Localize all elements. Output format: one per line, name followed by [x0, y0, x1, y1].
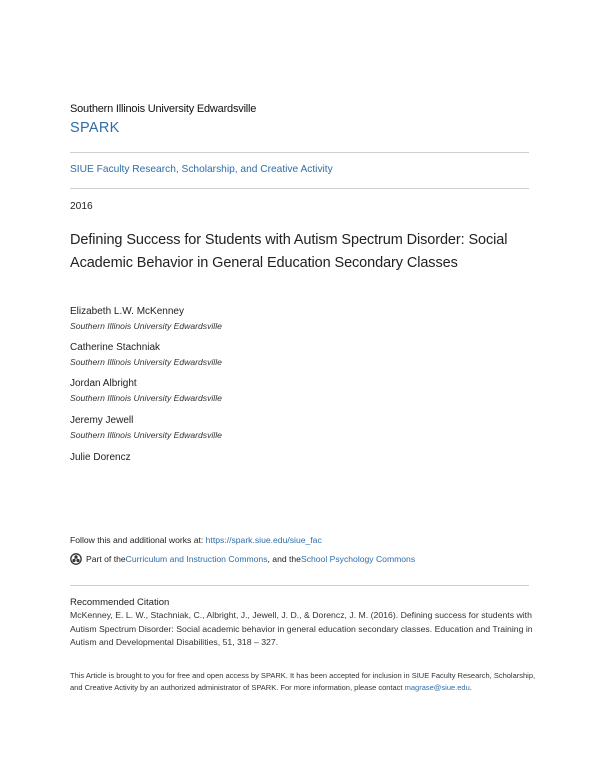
- divider: [70, 152, 529, 153]
- author-affiliation: Southern Illinois University Edwardsville: [70, 393, 222, 403]
- article-title: Defining Success for Students with Autism Spectrum Disorder: Social Academic Behavior in General Education Secondary Classes: [70, 232, 508, 271]
- follow-link[interactable]: https://spark.siue.edu/siue_fac: [205, 535, 322, 545]
- author-name: Jeremy Jewell: [70, 415, 134, 426]
- publication-year: 2016: [70, 201, 93, 212]
- divider: [70, 188, 529, 189]
- contact-email-link[interactable]: magrase@siue.edu: [404, 683, 470, 692]
- follow-prefix: Follow this and additional works at:: [70, 535, 206, 545]
- author-name: Julie Dorencz: [70, 452, 131, 463]
- repository-name[interactable]: SPARK: [70, 120, 120, 136]
- access-notice: [70, 670, 540, 694]
- notice-text: This Article is brought to you for free and open access by SPARK. It has been accepted for inclusion in SIUE Faculty Research, Scholarship, and Creative Activity by an authorized administrator of SPARK. For more information, please contact: [70, 671, 536, 692]
- part-of-prefix: Part of the: [86, 554, 126, 564]
- author-affiliation: Southern Illinois University Edwardsville: [70, 321, 222, 331]
- notice-suffix: .: [469, 683, 472, 692]
- author-affiliation: Southern Illinois University Edwardsville: [70, 357, 222, 367]
- citation-heading: Recommended Citation: [70, 597, 170, 608]
- divider: [70, 585, 529, 586]
- part-of-line: [70, 553, 415, 565]
- author-affiliation: Southern Illinois University Edwardsville: [70, 430, 222, 440]
- school-psychology-commons-link[interactable]: School Psychology Commons: [300, 554, 416, 564]
- collection-link[interactable]: SIUE Faculty Research, Scholarship, and Creative Activity: [70, 164, 333, 175]
- network-icon: [70, 553, 82, 565]
- author-name: Elizabeth L.W. McKenney: [70, 306, 184, 317]
- curriculum-commons-link[interactable]: Curriculum and Instruction Commons: [125, 554, 268, 564]
- citation-text: McKenney, E. L. W., Stachniak, C., Albright, J., Jewell, J. D., & Dorencz, J. M. (2016). Defining success for students with Autism Spectrum Disorder: Social academic behavior in general education secondary classes. Education and Training in Autism and Developmental Disabilities, 51, 318 – 327.: [70, 610, 533, 647]
- author-name: Jordan Albright: [70, 378, 137, 389]
- author-name: Catherine Stachniak: [70, 342, 161, 353]
- part-of-middle: , and the: [267, 554, 301, 564]
- institution-name: Southern Illinois University Edwardsville: [70, 103, 257, 115]
- follow-line: [70, 535, 322, 545]
